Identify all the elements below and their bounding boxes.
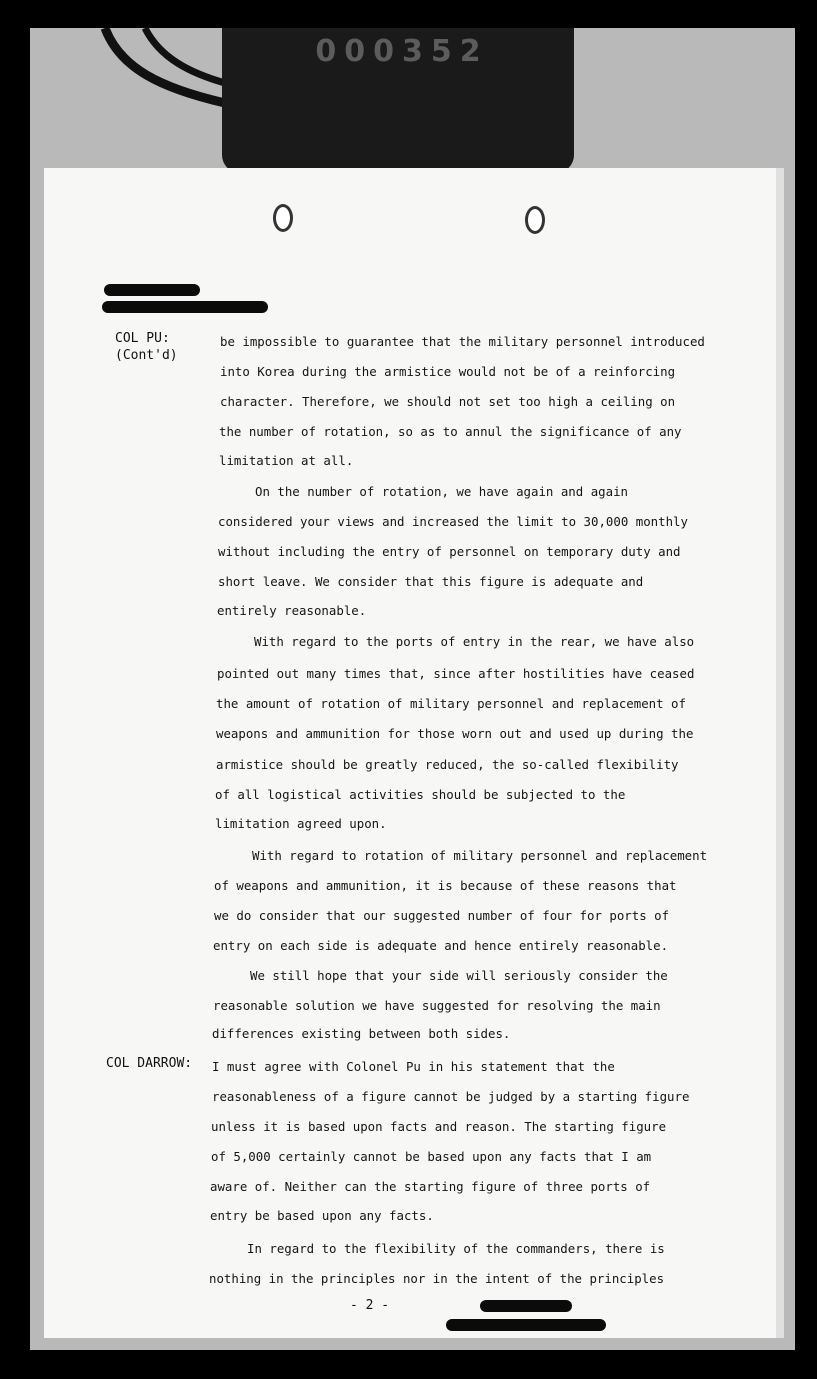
redaction-bar-top-2 <box>102 301 268 313</box>
text-line: entry be based upon any facts. <box>210 1208 434 1223</box>
text-line: With regard to the ports of entry in the rear, we have also <box>254 634 695 649</box>
text-line: we do consider that our suggested number of four for ports of <box>214 908 670 923</box>
punch-hole-left <box>273 204 293 232</box>
text-line: limitation agreed upon. <box>215 816 387 831</box>
text-line: considered your views and increased the limit to 30,000 monthly <box>218 514 688 529</box>
text-line: the amount of rotation of military personnel and replacement of <box>216 696 686 711</box>
text-line: With regard to rotation of military personnel and replacement <box>252 848 708 863</box>
text-line: be impossible to guarantee that the military personnel introduced <box>220 334 705 349</box>
redaction-bar-bottom-2 <box>446 1319 606 1331</box>
frame-counter <box>222 28 574 173</box>
text-line: weapons and ammunition for those worn out and used up during the <box>216 726 694 741</box>
document-page <box>44 168 776 1338</box>
text-line: I must agree with Colonel Pu in his statement that the <box>212 1059 615 1074</box>
text-line: short leave. We consider that this figure is adequate and <box>218 574 644 589</box>
text-line: entry on each side is adequate and hence entirely reasonable. <box>213 938 669 953</box>
text-line: of 5,000 certainly cannot be based upon any facts that I am <box>211 1149 652 1164</box>
text-line: limitation at all. <box>219 453 354 468</box>
text-line: reasonable solution we have suggested for resolving the main <box>213 998 661 1013</box>
text-line: differences existing between both sides. <box>212 1026 511 1041</box>
text-line: reasonableness of a figure cannot be judged by a starting figure <box>212 1089 690 1104</box>
text-line: unless it is based upon facts and reason. The starting figure <box>211 1119 667 1134</box>
text-line: of weapons and ammunition, it is because of these reasons that <box>214 878 677 893</box>
text-line: of all logistical activities should be subjected to the <box>215 787 626 802</box>
text-line: We still hope that your side will seriously consider the <box>250 968 668 983</box>
text-line: without including the entry of personnel on temporary duty and <box>218 544 681 559</box>
redaction-bar-top-1 <box>104 284 200 296</box>
redaction-bar-bottom-1 <box>480 1300 572 1312</box>
text-line: pointed out many times that, since after hostilities have ceased <box>217 666 695 681</box>
text-line: character. Therefore, we should not set too high a ceiling on <box>220 394 676 409</box>
page-number: - 2 - <box>350 1298 390 1313</box>
speaker-label-col-pu: COL PU: (Cont'd) <box>115 331 178 363</box>
text-line: aware of. Neither can the starting figure of three ports of <box>210 1179 651 1194</box>
punch-hole-right <box>525 206 545 234</box>
text-line: nothing in the principles nor in the intent of the principles <box>209 1271 665 1286</box>
speaker-label-col-darrow: COL DARROW: <box>106 1056 193 1071</box>
text-line: armistice should be greatly reduced, the so-called flexibility <box>216 757 679 772</box>
text-line: entirely reasonable. <box>217 603 367 618</box>
counter-digits: 000352 <box>315 34 489 69</box>
text-line: the number of rotation, so as to annul the significance of any <box>219 424 682 439</box>
cable-graphic <box>100 28 240 148</box>
text-line: In regard to the flexibility of the commanders, there is <box>247 1241 665 1256</box>
text-line: On the number of rotation, we have again and again <box>255 484 628 499</box>
text-line: into Korea during the armistice would not be of a reinforcing <box>220 364 676 379</box>
